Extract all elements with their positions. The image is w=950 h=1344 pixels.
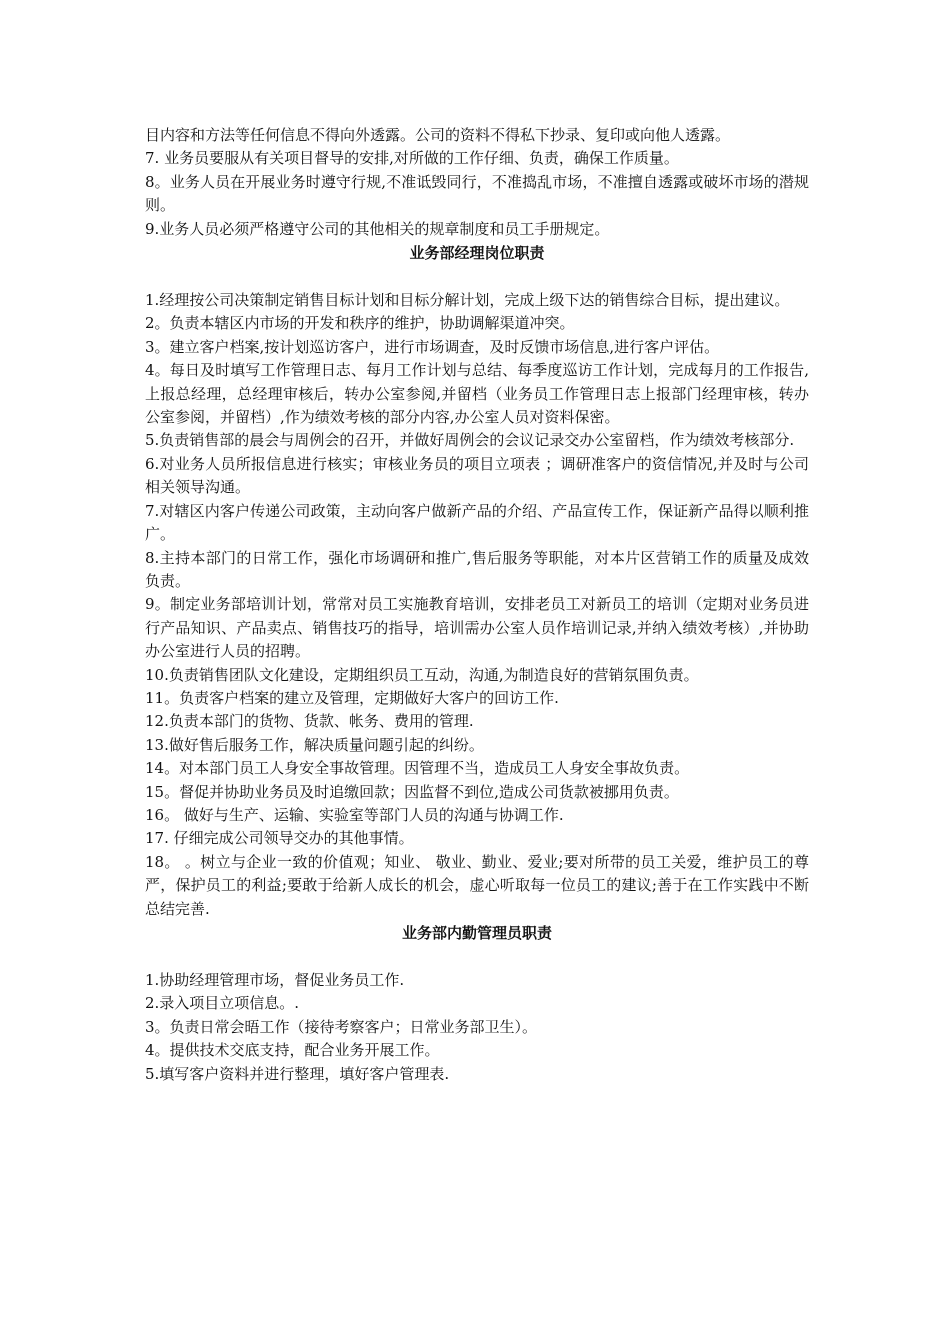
manager-duty-2: 2。负责本辖区内市场的开发和秩序的维护，协助调解渠道冲突。	[145, 314, 575, 333]
manager-duty-9: 9。制定业务部培训计划，常常对员工实施教育培训，安排老员工对新员工的培训（定期对业务员进行产品知识、产品卖点、销售技巧的指导，培训需办公室人员作培训记录,并纳入绩效考核）,并协助办公室进行人员的招聘。	[145, 595, 809, 661]
manager-duty-16: 16。 做好与生产、运输、实验室等部门人员的沟通与协调工作.	[145, 805, 564, 824]
manager-duty-15: 15。督促并协助业务员及时追缴回款；因监督不到位,造成公司货款被挪用负责。	[145, 782, 679, 801]
manager-duty-17: 17. 仔细完成公司领导交办的其他事情。	[145, 829, 414, 848]
clerk-duty-3: 3。负责日常会晤工作（接待考察客户；日常业务部卫生）。	[145, 1017, 538, 1036]
manager-duty-1: 1.经理按公司决策制定销售目标计划和目标分解计划，完成上级下达的销售综合目标，提出建议。	[145, 291, 790, 310]
manager-duty-14: 14。对本部门员工人身安全事故管理。因管理不当，造成员工人身安全事故负责。	[145, 759, 690, 778]
manager-duty-12: 12.负责本部门的货物、货款、帐务、费用的管理.	[145, 712, 474, 731]
manager-duty-6: 6.对业务人员所报信息进行核实；审核业务员的项目立项表 ；调研准客户的资信情况,并及时与公司相关领导沟通。	[145, 454, 809, 497]
section-title-clerk: 业务部内勤管理员职责	[401, 924, 552, 942]
section-title-manager: 业务部经理岗位职责	[409, 244, 545, 263]
section-spacer	[145, 945, 809, 969]
intro-paragraph-4: 9.业务人员必须严格遵守公司的其他相关的规章制度和员工手册规定。	[145, 219, 610, 238]
manager-duty-3: 3。建立客户档案,按计划巡访客户，进行市场调查，及时反馈市场信息,进行客户评估。	[145, 337, 720, 356]
intro-paragraph-2: 7. 业务员要服从有关项目督导的安排,对所做的工作仔细、负责，确保工作质量。	[145, 149, 679, 168]
manager-duty-7: 7.对辖区内客户传递公司政策，主动向客户做新产品的介绍、产品宣传工作，保证新产品得以顺利推广。	[145, 501, 809, 544]
clerk-duty-4: 4。提供技术交底支持，配合业务开展工作。	[145, 1041, 440, 1060]
manager-duty-18: 18。 。树立与企业一致的价值观；知业、 敬业、勤业、爱业;要对所带的员工关爱，维护员工的尊严，保护员工的利益;要敢于给新人成长的机会，虚心听取每一位员工的建议;善于在工作实践中不断总结完善.	[145, 852, 809, 918]
manager-duty-4: 4。每日及时填写工作管理日志、每月工作计划与总结、每季度巡访工作计划，完成每月的工作报告,上报总经理，总经理审核后，转办公室参阅,并留档（业务员工作管理日志上报部门经理审核，转办公室参阅，并留档）,作为绩效考核的部分内容,办公室人员对资料保密。	[145, 361, 809, 427]
manager-duty-11: 11。负责客户档案的建立及管理，定期做好大客户的回访工作.	[145, 688, 559, 707]
document-page	[145, 124, 809, 1086]
manager-duty-10: 10.负责销售团队文化建设，定期组织员工互动，沟通,为制造良好的营销氛围负责。	[145, 665, 699, 684]
intro-paragraph-1: 目内容和方法等任何信息不得向外透露。公司的资料不得私下抄录、复印或向他人透露。	[145, 126, 731, 144]
manager-duty-8: 8.主持本部门的日常工作，强化市场调研和推广,售后服务等职能，对本片区营销工作的质量及成效负责。	[145, 548, 809, 590]
clerk-duty-2: 2.录入项目立项信息。.	[145, 994, 300, 1013]
section-spacer	[145, 265, 809, 289]
manager-duty-13: 13.做好售后服务工作，解决质量问题引起的纠纷。	[145, 735, 484, 754]
manager-duty-5: 5.负责销售部的晨会与周例会的召开，并做好周例会的会议记录交办公室留档，作为绩效考核部分.	[145, 431, 795, 450]
intro-paragraph-3: 8。业务人员在开展业务时遵守行规,不准诋毁同行，不准捣乱市场，不准擅自透露或破坏市场的潜规则。	[145, 172, 809, 215]
clerk-duty-1: 1.协助经理管理市场，督促业务员工作.	[145, 971, 405, 989]
clerk-duty-5: 5.填写客户资料并进行整理，填好客户管理表.	[145, 1064, 450, 1083]
